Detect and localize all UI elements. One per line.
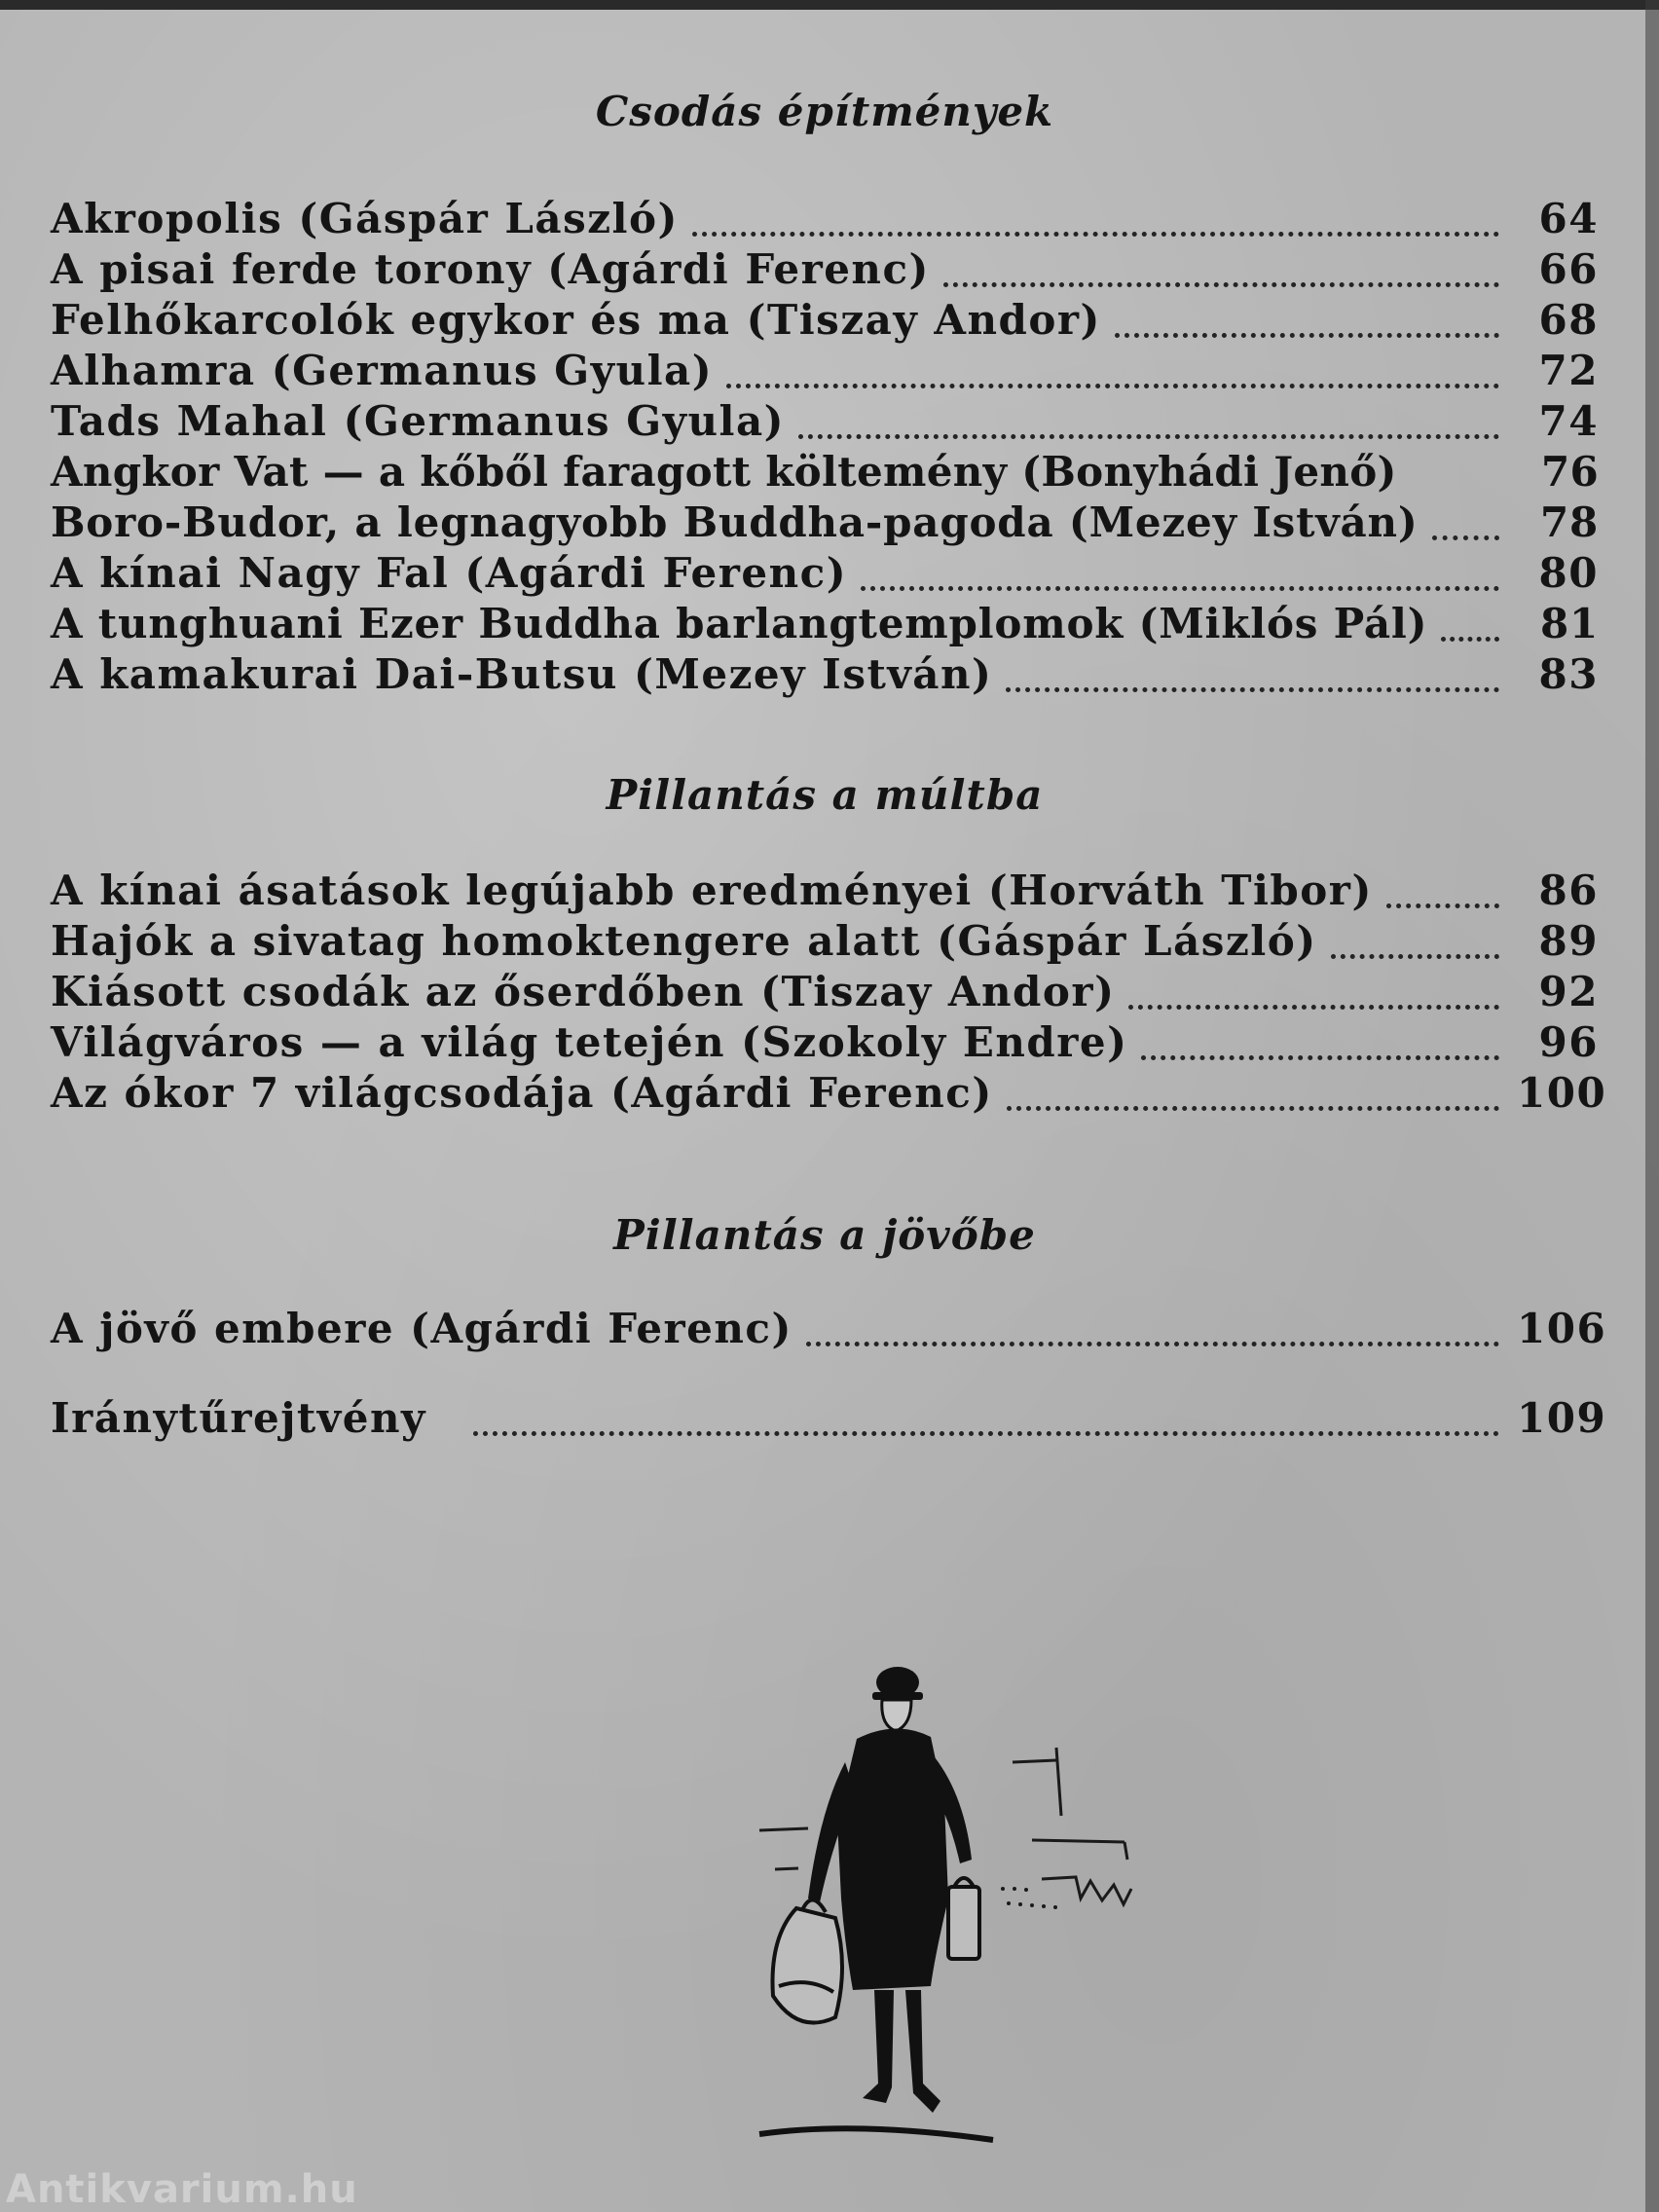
entry-title: A tunghuani Ezer Buddha barlangtemplomok (Miklós Pál) <box>51 600 1428 647</box>
entry-title: Az ókor 7 világcsodája (Agárdi Ferenc) <box>51 1069 993 1117</box>
entry-title: Iránytűrejtvény <box>51 1394 426 1442</box>
entry-page-number: 68 <box>1538 296 1599 344</box>
entry-page-number: 66 <box>1538 245 1599 293</box>
dot-leader <box>798 434 1499 439</box>
entry-title: Világváros — a világ tetején (Szokoly Endre) <box>51 1018 1128 1066</box>
left-bag <box>773 1899 843 2022</box>
entry-title: A pisai ferde torony (Agárdi Ferenc) <box>51 245 930 293</box>
section-title-csodas-epitmenyek: Csodás építmények <box>595 88 1054 135</box>
section-title-pillantas-a-multba: Pillantás a múltba <box>606 771 1044 819</box>
top-edge-shadow <box>0 0 1659 10</box>
toc-entry <box>51 650 1599 701</box>
entry-page-number: 78 <box>1539 498 1599 546</box>
entry-page-number: 83 <box>1538 650 1599 698</box>
entry-page-number: 96 <box>1538 1018 1599 1066</box>
entry-page-number: 81 <box>1539 600 1599 647</box>
entry-page-number: 106 <box>1517 1305 1607 1352</box>
entry-title: Angkor Vat — a kőből faragott költemény (Bonyhádi Jenő) <box>51 448 1397 496</box>
toc-entry <box>51 968 1599 1018</box>
toc-entry <box>51 397 1599 448</box>
toc-entry <box>51 245 1599 296</box>
dot-leader <box>1432 535 1499 540</box>
dot-leader <box>726 384 1499 388</box>
toc-entry <box>51 549 1599 600</box>
dotted-ground-lines <box>1001 1887 1057 1909</box>
entry-page-number: 76 <box>1540 448 1599 496</box>
dot-leader <box>1441 637 1499 642</box>
dot-leader <box>861 586 1499 591</box>
dot-leader <box>1411 485 1499 490</box>
toc-entry <box>51 296 1599 347</box>
dot-leader <box>806 1342 1499 1346</box>
toc-entry <box>51 498 1599 549</box>
entry-page-number: 72 <box>1538 347 1599 394</box>
dot-leader <box>692 232 1499 237</box>
toc-entry <box>51 448 1599 498</box>
right-suitcase <box>948 1878 979 1959</box>
toc-entry <box>51 1069 1607 1120</box>
dot-leader <box>1115 333 1499 338</box>
dot-leader <box>1386 903 1499 908</box>
entry-title: Boro-Budor, a legnagyobb Buddha-pagoda (Mezey István) <box>51 498 1419 546</box>
entry-page-number: 100 <box>1517 1069 1607 1117</box>
dot-leader <box>943 282 1499 287</box>
entry-page-number: 86 <box>1538 866 1599 914</box>
traveler-illustration <box>740 1655 1168 2161</box>
entry-title: Akropolis (Gáspár László) <box>51 195 679 242</box>
entry-page-number: 109 <box>1517 1394 1607 1442</box>
dot-leader <box>1128 1005 1499 1010</box>
dot-leader <box>1331 954 1499 959</box>
entry-title: Hajók a sivatag homoktengere alatt (Gáspár László) <box>51 917 1317 965</box>
toc-entry <box>51 866 1599 917</box>
entry-title: A jövő embere (Agárdi Ferenc) <box>51 1305 793 1352</box>
entry-title: Alhamra (Germanus Gyula) <box>51 347 714 394</box>
dot-leader <box>473 1431 1499 1436</box>
toc-entry <box>51 1018 1599 1069</box>
entry-title: A kínai Nagy Fal (Agárdi Ferenc) <box>51 549 848 597</box>
entry-title: Felhőkarcolók egykor és ma (Tiszay Andor) <box>51 296 1101 344</box>
toc-entry <box>51 347 1599 397</box>
entry-page-number: 80 <box>1538 549 1599 597</box>
entry-title: Tads Mahal (Germanus Gyula) <box>51 397 786 445</box>
watermark-text: Antikvarium.hu <box>6 2167 358 2212</box>
dot-leader <box>1141 1055 1499 1060</box>
entry-page-number: 92 <box>1538 968 1599 1015</box>
entry-title: A kamakurai Dai-Butsu (Mezey István) <box>51 650 993 698</box>
toc-entry <box>51 195 1599 245</box>
toc-entry-iranyturejtveny <box>51 1394 1607 1445</box>
entry-title: Kiásott csodák az őserdőben (Tiszay Andor) <box>51 968 1116 1015</box>
toc-entry <box>51 917 1599 968</box>
entry-page-number: 64 <box>1538 195 1599 242</box>
entry-title: A kínai ásatások legújabb eredményei (Horváth Tibor) <box>51 866 1373 914</box>
entry-page-number: 74 <box>1538 397 1599 445</box>
section-title-pillantas-a-jovobe: Pillantás a jövőbe <box>613 1211 1036 1259</box>
dot-leader <box>1007 1106 1499 1111</box>
dot-leader <box>1006 687 1499 692</box>
toc-entry <box>51 1305 1607 1355</box>
entry-page-number: 89 <box>1538 917 1599 965</box>
toc-entry <box>51 600 1599 650</box>
ground-shadow <box>759 2128 993 2140</box>
right-edge-shadow <box>1645 0 1659 2212</box>
